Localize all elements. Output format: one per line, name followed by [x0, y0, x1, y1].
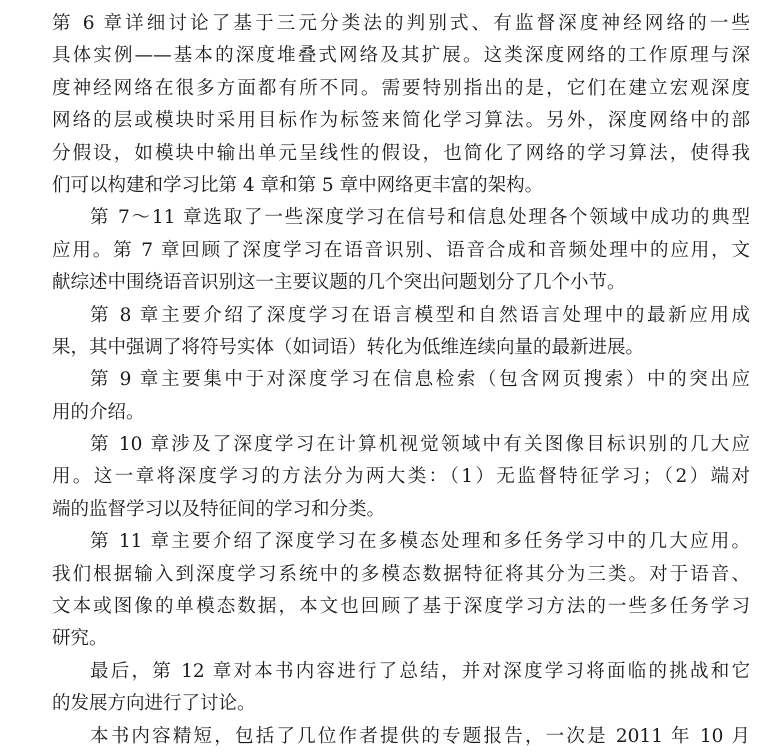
text-line-9: 献综述中围绕语音识别这一主要议题的几个突出问题划分了几个小节。	[52, 272, 626, 294]
text-line-8: 应用。第 7 章回顾了深度学习在语音识别、语音合成和音频处理中的应用，文	[52, 239, 750, 261]
text-line-11: 果，其中强调了将符号实体（如词语）转化为低维连续向量的最新进展。	[52, 336, 645, 358]
text-line-22: 的发展方向进行了讨论。	[52, 693, 256, 715]
text-line-14: 第 10 章涉及了深度学习在计算机视觉领域中有关图像目标识别的几大应	[90, 434, 750, 456]
text-line-4: 网络的层或模块时采用目标作为标签来简化学习算法。另外，深度网络中的部	[52, 110, 750, 132]
text-line-6: 们可以构建和学习比第 4 章和第 5 章中网络更丰富的架构。	[52, 174, 544, 196]
text-line-3: 度神经网络在很多方面都有所不同。需要特别指出的是，它们在建立宏观深度	[52, 77, 750, 99]
text-line-1: 第 6 章详细讨论了基于三元分类法的判别式、有监督深度神经网络的一些	[52, 13, 750, 34]
text-line-2: 具体实例——基本的深度堆叠式网络及其扩展。这类深度网络的工作原理与深	[52, 45, 750, 67]
text-line-23: 本书内容精短，包括了几位作者提供的专题报告，一次是 2011 年 10 月	[90, 725, 750, 747]
text-line-12: 第 9 章主要集中于对深度学习在信息检索（包含网页搜索）中的突出应	[90, 369, 750, 391]
text-line-16: 端的监督学习以及特征间的学习和分类。	[52, 498, 386, 520]
text-line-20: 研究。	[52, 628, 108, 650]
text-line-10: 第 8 章主要介绍了深度学习在语言模型和自然语言处理中的最新应用成	[90, 304, 750, 326]
text-line-7: 第 7～11 章选取了一些深度学习在信号和信息处理各个领域中成功的典型	[90, 207, 750, 229]
text-line-21: 最后，第 12 章对本书内容进行了总结，并对深度学习将面临的挑战和它	[90, 660, 750, 682]
text-line-13: 用的介绍。	[52, 401, 145, 423]
text-line-15: 用。这一章将深度学习的方法分为两大类：（1）无监督特征学习；（2）端对	[52, 466, 750, 488]
text-line-18: 我们根据输入到深度学习系统中的多模态数据特征将其分为三类。对于语音、	[52, 563, 750, 585]
text-line-17: 第 11 章主要介绍了深度学习在多模态处理和多任务学习中的几大应用。	[90, 531, 750, 553]
text-line-19: 文本或图像的单模态数据，本文也回顾了基于深度学习方法的一些多任务学习	[52, 596, 750, 618]
text-line-5: 分假设，如模块中输出单元呈线性的假设，也简化了网络的学习算法，使得我	[52, 142, 750, 164]
